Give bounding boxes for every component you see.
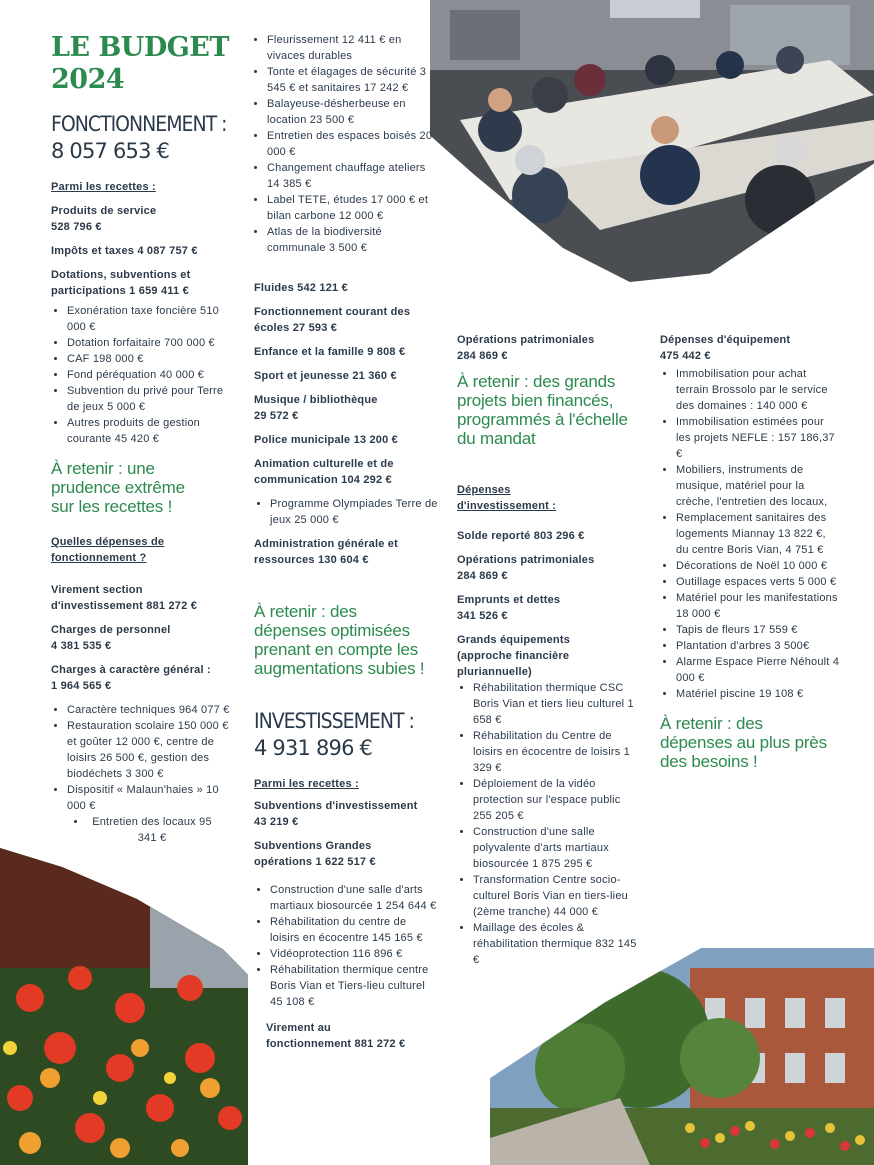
list-item: • Autres produits de gestion courante 45 420 € — [67, 415, 236, 447]
investissement-heading: INVESTISSEMENT : — [254, 709, 414, 733]
list-item: • Remplacement sanitaires des logements Miannay 13 822 €, du centre Boris Vian, 4 751 € — [676, 510, 840, 558]
column-1 — [51, 32, 236, 846]
list-item: • Réhabilitation thermique CSC Boris Vian et tiers lieu culturel 1 658 € — [473, 680, 642, 728]
list-item: • Entretien des espaces boisés 20 000 € — [267, 128, 439, 160]
list-item: • Tapis de fleurs 17 559 € — [676, 622, 840, 638]
list-item: • Dotation forfaitaire 700 000 € — [67, 335, 236, 351]
list-item: • Subvention du privé pour Terre de jeux 5 000 € — [67, 383, 236, 415]
list-item: • Caractère techniques 964 077 € — [67, 702, 236, 718]
invest-recettes-list — [254, 882, 439, 1010]
photo-building-garden — [490, 948, 874, 1165]
list-item: • Décorations de Noël 10 000 € — [676, 558, 840, 574]
charges-personnel-line2: 4 381 535 € — [51, 640, 112, 652]
police: Police municipale 13 200 € — [254, 434, 398, 446]
list-item: • Matériel pour les manifestations 18 000 € — [676, 590, 840, 622]
list-item: • Matériel piscine 19 108 € — [676, 686, 840, 702]
ecoles-line2: écoles 27 593 € — [254, 322, 338, 334]
list-item: • Restauration scolaire 150 000 € et goûter 12 000 €, centre de loisirs 26 500 €, gestion des biodéchets 3 300 € — [67, 718, 236, 782]
list-item: • Changement chauffage ateliers 14 385 € — [267, 160, 439, 192]
grands-line2: (approche financière — [457, 650, 570, 662]
retain-callout-3: À retenir : des grands projets bien financés, programmés à l'échelle du mandat — [457, 372, 628, 448]
sport: Sport et jeunesse 21 360 € — [254, 370, 397, 382]
list-item: • Plantation d'arbres 3 500€ — [676, 638, 840, 654]
list-item: • Vidéoprotection 116 896 € — [270, 946, 439, 962]
produits-value: 528 796 € — [51, 221, 102, 233]
photo-council-meeting — [430, 0, 874, 282]
animation-line2: communication 104 292 € — [254, 474, 392, 486]
list-item: • Atlas de la biodiversité communale 3 500 € — [267, 224, 439, 256]
list-item: • Réhabilitation du centre de loisirs en écocentre 145 165 € — [270, 914, 439, 946]
retain-callout-1: À retenir : une prudence extrême sur les recettes ! — [51, 459, 185, 516]
column-2 — [254, 32, 439, 1052]
subventions-line1: Subventions d'investissement — [254, 800, 418, 812]
list-item: • Entretien des locaux 95 341 € — [87, 814, 217, 846]
grands-line1: Grands équipements — [457, 634, 571, 646]
enfance: Enfance et la famille 9 808 € — [254, 346, 406, 358]
administration-line1: Administration générale et — [254, 538, 398, 550]
fluides: Fluides 542 121 € — [254, 282, 348, 294]
equipement-line1: Dépenses d'équipement — [660, 334, 791, 346]
list-item: • CAF 198 000 € — [67, 351, 236, 367]
list-item: • Dispositif « Malaun'haies » 10 000 € — [67, 782, 236, 814]
ecoles-line1: Fonctionnement courant des — [254, 306, 411, 318]
photo-flower-bed — [0, 848, 248, 1165]
depenses-heading-line2: fonctionnement ? — [51, 552, 147, 564]
produits-label: Produits de service — [51, 205, 157, 217]
depenses-heading-line1: Quelles dépenses de — [51, 536, 165, 548]
grands-line3: pluriannuelle) — [457, 666, 532, 678]
musique-line2: 29 572 € — [254, 410, 299, 422]
charges-general-line1: Charges à caractère général : — [51, 664, 211, 676]
fonctionnement-heading: FONCTIONNEMENT : — [51, 112, 227, 136]
grands-list — [457, 680, 642, 968]
list-item: • Immobilisation pour achat terrain Brossolo par le service des domaines : 140 000 € — [676, 366, 840, 414]
dotations-line2: participations 1 659 411 € — [51, 285, 189, 297]
invest-depenses-heading-line1: Dépenses — [457, 484, 511, 496]
administration-line2: ressources 130 604 € — [254, 554, 369, 566]
list-item: • Immobilisation estimées pour les projets NEFLE : 157 186,37 € — [676, 414, 840, 462]
subventions-grandes-line2: opérations 1 622 517 € — [254, 856, 376, 868]
subventions-line2: 43 219 € — [254, 816, 299, 828]
list-item: • Tonte et élagages de sécurité 3 545 € et sanitaires 17 242 € — [267, 64, 439, 96]
charges-personnel-line1: Charges de personnel — [51, 624, 171, 636]
virement-line2: d'investissement 881 272 € — [51, 600, 198, 612]
list-item: • Alarme Espace Pierre Néhoult 4 000 € — [676, 654, 840, 686]
recettes-heading: Parmi les recettes : — [51, 181, 156, 193]
invest-virement-line2: fonctionnement 881 272 € — [266, 1038, 406, 1050]
charges-general-list-continued — [254, 32, 439, 256]
list-item: • Maillage des écoles & réhabilitation thermique 832 145 € — [473, 920, 642, 968]
page-title: LE BUDGET 2024 — [51, 32, 229, 95]
retain-callout-4: À retenir : des dépenses au plus près des besoins ! — [660, 714, 827, 771]
list-item: • Exonération taxe foncière 510 000 € — [67, 303, 236, 335]
impots: Impôts et taxes 4 087 757 € — [51, 245, 198, 257]
emprunts-line1: Emprunts et dettes — [457, 594, 561, 606]
virement-line1: Virement section — [51, 584, 143, 596]
list-item: • Construction d'une salle d'arts martiaux biosourcée 1 254 644 € — [270, 882, 439, 914]
list-item: • Balayeuse-désherbeuse en location 23 500 € — [267, 96, 439, 128]
list-item: • Mobiliers, instruments de musique, matériel pour la crèche, l'entretien des locaux, — [676, 462, 840, 510]
charges-general-line2: 1 964 565 € — [51, 680, 112, 692]
solde: Solde reporté 803 296 € — [457, 530, 585, 542]
list-item: • Réhabilitation du Centre de loisirs en écocentre de loisirs 1 329 € — [473, 728, 642, 776]
fonctionnement-amount: 8 057 653 € — [51, 139, 170, 163]
entretien-sublist — [51, 814, 217, 846]
retain-callout-2: À retenir : des dépenses optimisées prenant en compte les augmentations subies ! — [254, 602, 425, 678]
equipement-list — [660, 366, 840, 702]
dotations-line1: Dotations, subventions et — [51, 269, 191, 281]
musique-line1: Musique / bibliothèque — [254, 394, 378, 406]
invest-virement-line1: Virement au — [266, 1022, 331, 1034]
column-3 — [457, 332, 642, 968]
emprunts-line2: 341 526 € — [457, 610, 508, 622]
subventions-grandes-line1: Subventions Grandes — [254, 840, 372, 852]
list-item: • Outillage espaces verts 5 000 € — [676, 574, 840, 590]
list-item: • Fond péréquation 40 000 € — [67, 367, 236, 383]
list-item: • Déploiement de la vidéo protection sur l'espace public 255 205 € — [473, 776, 642, 824]
operations2-line1: Opérations patrimoniales — [457, 554, 595, 566]
column-4 — [660, 332, 840, 771]
list-item: • Programme Olympiades Terre de jeux 25 000 € — [270, 496, 439, 528]
invest-depenses-heading-line2: d'investissement : — [457, 500, 557, 512]
list-item: • Transformation Centre socio-culturel Boris Vian en tiers-lieu (2ème tranche) 44 000 € — [473, 872, 642, 920]
animation-line1: Animation culturelle et de — [254, 458, 394, 470]
invest-recettes-heading: Parmi les recettes : — [254, 778, 359, 790]
equipement-line2: 475 442 € — [660, 350, 711, 362]
list-item: • Construction d'une salle polyvalente d'arts martiaux biosourcée 1 875 295 € — [473, 824, 642, 872]
investissement-amount: 4 931 896 € — [254, 736, 373, 760]
animation-list — [254, 496, 439, 528]
operations2-line2: 284 869 € — [457, 570, 508, 582]
list-item: • Réhabilitation thermique centre Boris Vian et Tiers-lieu culturel 45 108 € — [270, 962, 439, 1010]
recettes-list — [51, 303, 236, 447]
list-item: • Fleurissement 12 411 € en vivaces durables — [267, 32, 439, 64]
operations-line2: 284 869 € — [457, 350, 508, 362]
list-item: • Label TETE, études 17 000 € et bilan carbone 12 000 € — [267, 192, 439, 224]
charges-general-list — [51, 702, 236, 814]
operations-line1: Opérations patrimoniales — [457, 334, 595, 346]
